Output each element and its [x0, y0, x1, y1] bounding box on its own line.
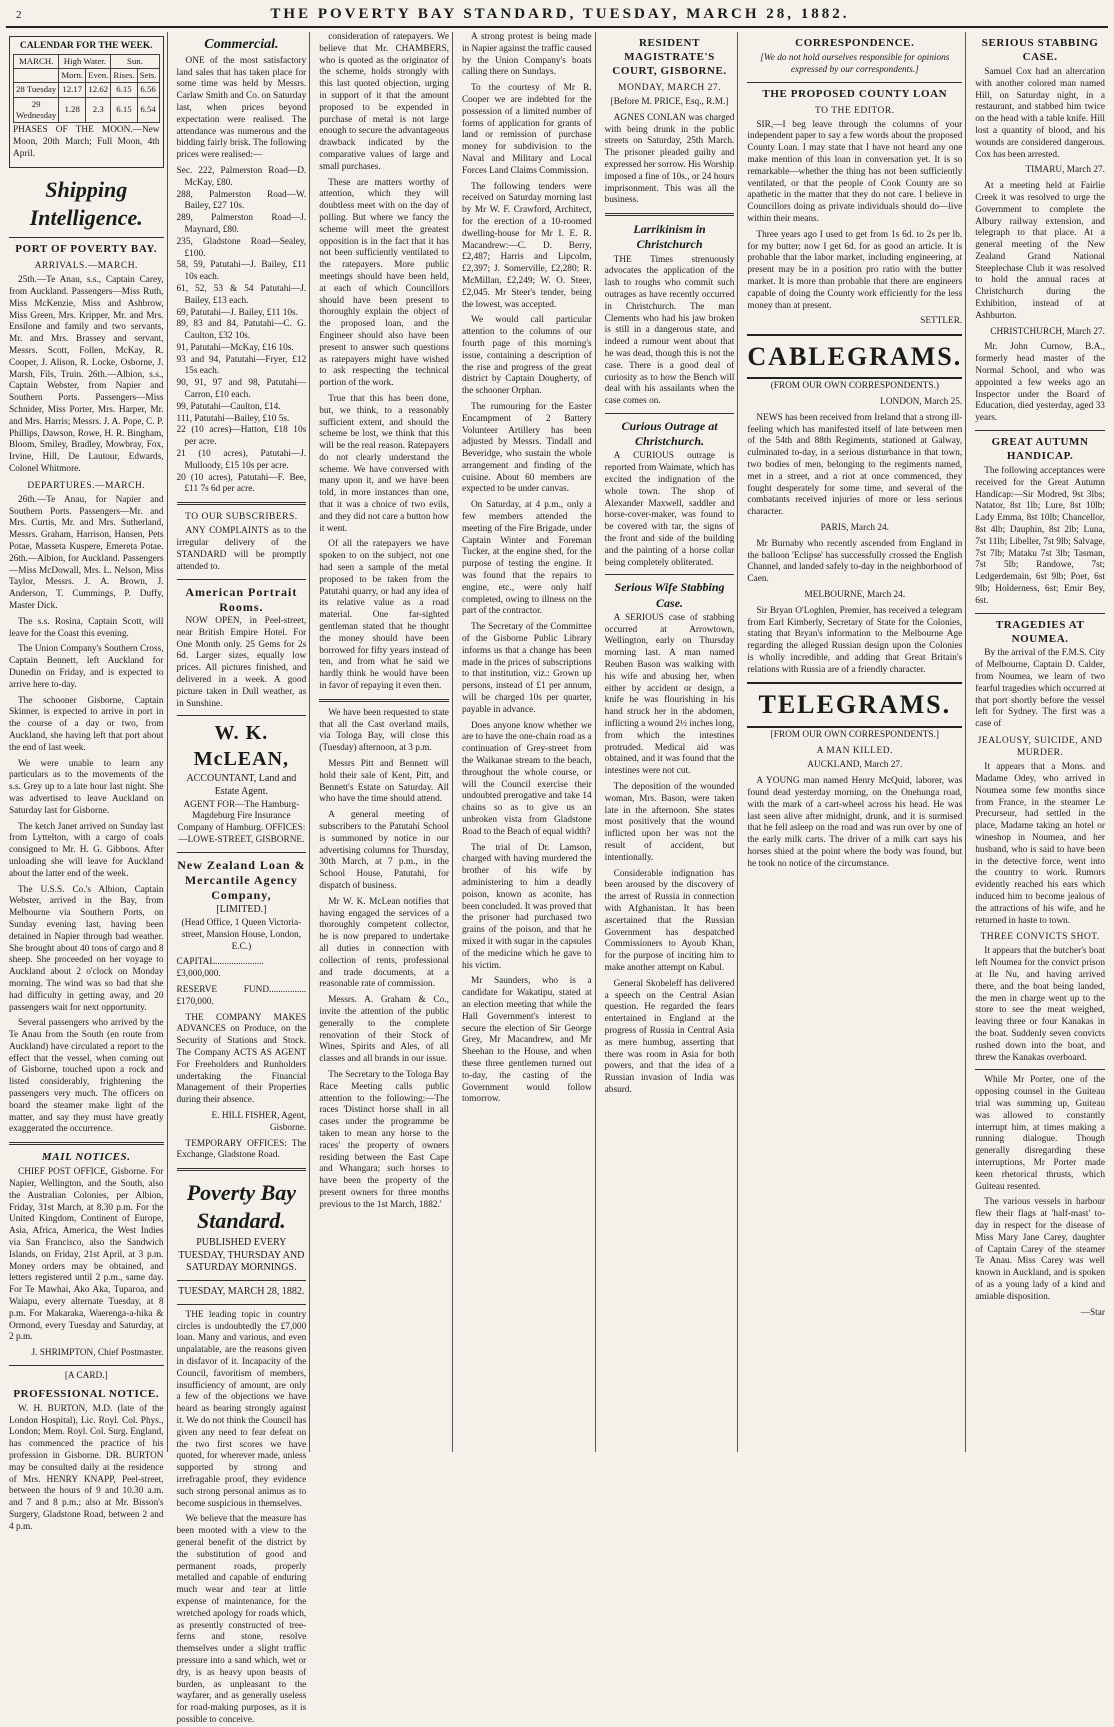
curious-outrage-text: A CURIOUS outrage is reported from Waimate, which has excited the indignation of the whole town. The shop of Alexander Maxwell, saddler and horse-cover-maker, was found to be covered with tar, the signs of the front and side of the building and the painting of a horse collar being completely obliterated.	[604, 451, 735, 568]
cable-text: Mr Burnaby who recently ascended from England in the balloon 'Eclipse' has successfully crossed the English Channel, and landed safely to-day in the neighborhood of Caen.	[747, 538, 963, 585]
convicts-text: It appears that the butcher's boat left Noumea for the convict prison at Ile Nu, and having arrived there, and the boat being landed, the men in charge went up to the store to see the meat weighed, leaving three or four Kanakas in the boat. Suddenly seven convicts rushed down into the boat, and threw the Kanakas overboard.	[975, 946, 1105, 1063]
wife-stabbing-text: The deposition of the wounded woman, Mrs. Bason, were taken late in the afternoon. She states most positively that the wound inflicted upon her was not the result of accident, but intentionally.	[604, 782, 735, 863]
county-loan-letter: SIR,—I beg leave through the columns of your independent paper to say a few words about the proposed County Loan. I may state that I have not heard any one make mention of this loan in conversation yet. It is so remarkable—whether the thing has not been sufficiently ventilated, or that the people of Cook County are so apathetic in the matter that they do not care. I believe in Councillors doing as private individuals should do—live within their means.	[747, 119, 963, 224]
list-item: 289, Palmerston Road—J. Maynard, £80.	[176, 213, 307, 235]
list-item: Sec. 222, Palmerston Road—D. McKay, £80.	[176, 165, 307, 188]
subscribers-title: TO OUR SUBSCRIBERS.	[185, 512, 298, 523]
calendar-title: CALENDAR FOR THE WEEK.	[19, 41, 153, 51]
tide-cell: 6.15	[111, 83, 137, 97]
local-news: We would call particular attention to the columns of our fourth page of this morning's issue, containing a description of the rise and progress of the great district by Captain Dougherty, of the schooner Orphan.	[461, 315, 592, 397]
nz-loan-capital: CAPITAL.....................£3,000,000.	[176, 957, 264, 980]
skobeleff-news: General Skobeleff has delivered a speech on the Central Asian question. He regarded the fears entertained in England at the progress of Russia in Central Asia as mere humbug, asserting that there was room in Asia for both powers, and that the idea of a Russian invasion of India was absurd.	[604, 978, 735, 1095]
telegrams-source: [FROM OUR OWN CORRESPONDENTS.]	[770, 729, 940, 740]
tide-cell: 1.28	[59, 97, 86, 122]
paper-date: TUESDAY, MARCH 28, 1882.	[178, 1286, 305, 1298]
masthead-title: THE POVERTY BAY STANDARD, TUESDAY, MARCH 28, 1882.	[270, 6, 850, 22]
christchurch-dateline: CHRISTCHURCH, March 27.	[990, 326, 1105, 337]
column-1	[6, 32, 168, 1532]
cable-text: NEWS has been received from Ireland that a strong ill-feeling which has manifested itself of late between men of the 54th and 88th Regiments, stationed at Galway, culminated to-day, in a serious disturbance in that town, two bodies of men, belonging to the regiments named, met in a street, and a riot at once commenced, they fought desperately for some time, and several of the combatants received injuries of more or less serious character.	[747, 412, 963, 518]
timaru-dateline: TIMARU, March 27.	[1025, 165, 1105, 176]
tide-cell: 6.54	[137, 97, 159, 122]
man-killed-title: A MAN KILLED.	[816, 746, 894, 757]
mclean-title: W. K. McLEAN,	[193, 722, 290, 770]
professional-text: W. H. BURTON, M.D. (late of the London Hospital), Lic. Royl. Col. Phys., London; Mem. Royl. Col. Surg. England, has commenced the practice of his profession in Gisborne. DR. BURTON may be consulted daily at the residence of Mrs. HENRY KNAPP, Peel-street, between the hours of 9 and 10.30 a.m. and 7 and 8 p.m.; also at Mr. Bisson's Surgery, Gladstone Road, between 2 and 4 p.m.	[9, 1403, 164, 1532]
column-2	[174, 32, 311, 1725]
stabbing-case-text: Samuel Cox had an altercation with another colored man named Hill, on Saturday night, in a restaurant, and stabbed him twice on the head with a table knife. Hill lost a quantity of blood, and his wounds are considered dangerous. Cox has been arrested.	[975, 66, 1105, 160]
stabbing-case-title: SERIOUS STABBING CASE.	[981, 37, 1099, 63]
calendar-box	[9, 36, 164, 168]
card-label: [A CARD.]	[64, 1370, 108, 1381]
fisher-signature: E. HILL FISHER, Agent, Gisborne.	[211, 1111, 307, 1133]
tide-cell: 6.56	[137, 83, 159, 97]
land-sales-list	[177, 166, 307, 496]
tide-cell: 6.15	[111, 97, 137, 122]
nz-loan-limited: [LIMITED.]	[216, 904, 267, 916]
portrait-rooms-title: American Portrait Rooms.	[185, 584, 298, 614]
tide-head-sun: Sun.	[111, 55, 159, 69]
local-news: Mr W. K. McLean notifies that having engaged the services of a thoroughly competent collector, he is now prepared to undertake all duties in connection with collection of rents, professional and trade documents, at a reasonable rate of commission.	[319, 896, 449, 990]
local-news: To the courtesy of Mr R. Cooper we are indebted for the possession of a limited number of forms of application for grants of land or remission of purchase money for subdivision to the Naval and Military and Local Forces Land Claims Commission.	[461, 83, 592, 176]
curious-outrage-title: Curious Outrage at Christchurch.	[621, 418, 718, 449]
postmaster-signature: J. SHRIMPTON, Chief Postmaster.	[31, 1348, 164, 1359]
christchurch-text: Mr. John Curnow, B.A., formerly head master of the Normal School, and who was appointed a few weeks ago an Inspector under the Board of Education, died yesterday, aged 33 years.	[975, 342, 1105, 424]
local-news: We have been requested to state that all the Cast overland mails, via Tologa Bay, will close this (Tuesday) afternoon, at 3 p.m.	[319, 707, 449, 754]
cablegrams-source: (FROM OUR OWN CORRESPONDENTS.)	[770, 381, 940, 392]
leader-continued: Of all the ratepayers we have spoken to on the subject, not one had seen a sample of the metal proposed to be taken from the Patutahi quarry, or had any idea of its relative value as a road material. One far-sighted gentleman stated that he thought the money should have been borrowed for fifty years instead of ten, and from what he said we hardly think he would have been in favor of repaying it even then.	[319, 539, 449, 692]
mclean-agent: AGENT FOR—The Hamburg-Magdeburg Fire Insurance Company of Hamburg. OFFICES:—LOWE-STREET, GISBORNE.	[177, 799, 306, 845]
local-news: The rumouring for the Easter Encampment of 2 Battery Volunteer Artillery has been adjusted by Messrs. Tindall and Beveridge, who sustain the whole arrangement and finding of the cuisine. About 60 members are expected to be under canvas.	[461, 401, 592, 495]
list-item: 90, 91, 97 and 98, Patutahi—Carron, £10 each.	[176, 378, 307, 401]
list-item: 20 (10 acres), Patutahi—F. Bee, £11 7s 6d per acre.	[176, 472, 307, 495]
noumea-text: By the arrival of the F.M.S. City of Melbourne, Captain D. Calder, from Noumea, we learn of two fearful tragedies which occurred at that port shortly before the vessel left for Sydney. The first was a case of	[975, 648, 1105, 730]
arrivals-text: 25th.—Te Anau, s.s., Captain Carey, from Auckland. Passengers—Miss Ruth, Miss McKenzie, Miss and Ashbrow, Miss Green, Mrs. Kripper, Mr. and Mrs. Ensilone and family and two servants, Mr. and Mrs. Brassey and servant, Messrs. Scott, Follen, McKay, R. Cooper, J. Alison, R. Locke, Osborne, J. Marsh, Fils, Truin. 26th.—Albion, s.s., Captain Webster, from Napier and Southern Ports. Passengers—Miss Schnider, Miss Porter, Mrs. Harper, Mr. and Mrs. Harris; Messrs. J. A. Pope, C. P. Phillips, Dawson, Rowe, H. R. Bingham, Bloom, Smiley, Bradley, Mowbray, Fox, Irvine, Hill, De Lautour, Edwards, Colonel Whitmore.	[9, 275, 164, 474]
correspondence-note: [We do not hold ourselves responsible for opinions expressed by our correspondents.]	[760, 52, 950, 75]
leader-continued: consideration of ratepayers. We believe that Mr. CHAMBERS, who is quoted as the originator of the scheme, holds strongly with this last quoted objection, urging in support of it that the amount proposed to be expended in purchase of metal is not large enough to secure the advantageous drawback indicated by the comparative values of large and small purchases.	[319, 32, 449, 172]
to-the-editor: TO THE EDITOR.	[815, 105, 895, 116]
local-news: A strong protest is being made in Napier against the traffic caused by the Union Company's boats calling there on Sundays.	[461, 32, 592, 78]
local-news: Mr Saunders, who is a candidate for Wakatipu, stated at an election meeting that while the Hall Government's interest to secure the election of Sir George Grey, Mr Macandrew, and Mr Sheehan to the House, and when these three gentlemen turned out to-day, the casting of the Government would follow tomorrow.	[461, 976, 592, 1105]
columns	[6, 32, 1108, 1725]
tide-sub: Rises.	[111, 69, 137, 83]
man-killed-dateline: AUCKLAND, March 27.	[807, 760, 903, 771]
commercial-title: Commercial.	[204, 37, 279, 52]
list-item: 22 (10 acres)—Hatton, £18 10s per acre.	[176, 425, 307, 448]
arrivals-title: ARRIVALS.—MARCH.	[34, 261, 138, 272]
wife-stabbing-title: Serious Wife Stabbing Case.	[614, 580, 725, 610]
moon-phases: PHASES OF THE MOON.—New Moon, 20th March; Full Moon, 4th April.	[13, 124, 160, 159]
list-item: 91, Patutahi—McKay, £16 10s.	[176, 342, 294, 353]
local-news: The Secretary to the Tologa Bay Race Meeting calls public attention to the following:—The races 'Distinct horse shall in all cases under the programme be taken to mean any horse to the races' the property of owners residing between the East Cape and Whangara; such horses to have been the property of the present owners for three months previous to the 1st March, 1882.'	[319, 1069, 449, 1210]
tide-head-high: High Water.	[59, 55, 111, 69]
nz-loan-text: THE COMPANY MAKES ADVANCES on Produce, on the Security of Stations and Stock. The Company ACTS AS AGENT For Freeholders and Runholders undertaking the Financial Management of their Properties during their absence.	[176, 1012, 307, 1106]
list-item: 89, 83 and 84, Patutahi—C. G. Caulton, £32 10s.	[176, 319, 307, 342]
column-7	[972, 32, 1108, 1452]
mclean-subtitle: ACCOUNTANT, Land and Estate Agent.	[186, 773, 297, 797]
list-item: 61, 52, 53 & 54 Patutahi—J. Bailey, £13 each.	[176, 283, 307, 306]
port-title: PORT OF POVERTY BAY.	[15, 243, 158, 256]
column-6	[744, 32, 966, 1452]
rm-court-date: MONDAY, MARCH 27.	[618, 82, 722, 93]
county-loan-letter: Three years ago I used to get from 1s 6d. to 2s per lb. for my butter; now I get 6d. for as good an article. It is probable that the labor market, including engineering, at present may be in a position pro ratio with the butter market. It is more than probable that there are engineers capable of doing the County work efficiently for the less money than at present.	[747, 229, 963, 311]
departures-title: DEPARTURES.—MARCH.	[27, 480, 146, 491]
cable-dateline: LONDON, March 25.	[880, 396, 963, 407]
rm-court-before: [Before M. PRICE, Esq., R.M.]	[610, 96, 729, 107]
column-5	[602, 32, 739, 1452]
temporary-offices: TEMPORARY OFFICES: The Exchange, Gladstone Road.	[176, 1138, 307, 1161]
list-item: 235, Gladstone Road—Sealey, £100.	[176, 236, 307, 259]
leader-text: We believe that the measure has been mooted with a view to the general benefit of the district by the substitution of good and permanent roads, properly metalled and capable of enduring much wear and tear at little expense of maintenance, for the wretched apology for roads which, as presently constructed of tree-ferns and stone, resolve themselves under a slight traffic pressure into a sand which, wet or dry, is as heavy upon beasts of burden, as unpleasant to the wayfarer, and as generally useless for road-making purposes, as it is possible to conceive.	[176, 1514, 307, 1725]
convicts-title: THREE CONVICTS SHOT.	[980, 932, 1100, 943]
subscribers-text: ANY COMPLAINTS as to the irregular delivery of the STANDARD will be promptly attended to.	[176, 526, 307, 572]
jealousy-text: It appears that a Mons. and Madame Odey, who arrived in Noumea some few months since from France, in the steamer Le Precurseur, had settled in the place, Madame taking an hotel or wineshop in Noumea, and her husband, who is said to have been in the detective force, went into the country to work. Rumors evidently reached his ears which induced him to become jealous of the attractions of his wife, and he returned in haste to town.	[975, 762, 1105, 926]
professional-title: PROFESSIONAL NOTICE.	[13, 1387, 160, 1400]
departures-text: 26th.—Te Anau, for Napier and Southern Ports. Passengers—Mr. and Mrs. Curtis, Mr. and Mrs. Sutherland, Messrs. Graham, Harrison, Hansen, Pets Potae, Masseta Kuspere, Emereta Potae. 26th.—Albion, for Auckland. Passengers—Miss McDowall, Mrs. L. Nelson, Miss Taylor, Messrs. J. A. Brown, J. Anderson, T. Cummings, P. Duffy, Master Dick.	[9, 494, 164, 611]
county-loan-title: THE PROPOSED COUNTY LOAN	[762, 87, 948, 100]
page-number: 2	[16, 9, 22, 21]
column-3	[316, 32, 453, 1452]
shipping-news: The s.s. Rosina, Captain Scott, will leave for the Coast this evening.	[9, 616, 164, 639]
commercial-intro: ONE of the most satisfactory land sales that has taken place for some time was held by Messrs. Carlaw Smith and Co. on Saturday last, when prices beyond expectation were realised. The attendance was numerous and the bidding fairly brisk. The following prices were realised:—	[176, 55, 307, 161]
tide-cell: 28 Tuesday	[14, 83, 59, 97]
nz-loan-title: New Zealand Loan & Mercantile Agency Company,	[177, 857, 306, 903]
shipping-news: The schooner Gisborne, Captain Skinner, is expected to arrive in port in the course of a day or two, from Auckland, she having left that port about the end of last week.	[9, 695, 164, 753]
list-item: 99, Patutahi—Caulton, £14.	[176, 401, 281, 412]
list-item: 69, Patutahi—J. Bailey, £11 10s.	[176, 307, 298, 318]
local-news: Messrs. A. Graham & Co., invite the attention of the public generally to the complete renovation of their Stock of Wines, Spirits and Ales, of all classes and all brands in our issue.	[319, 995, 449, 1065]
shipping-news: Several passengers who arrived by the Te Anau from the South (en route from Auckland) have circulated a report to the effect that the vessel, when coming out of Gisborne, touched upon a rock and listed considerably, frightening the passengers very much. The officers on board the steamer make light of the matter, and say they must have greatly exaggerated the occurrence.	[9, 1018, 164, 1135]
jealousy-title: JEALOUSY, SUICIDE, AND MURDER.	[977, 736, 1103, 759]
paper-publication: PUBLISHED EVERY TUESDAY, THURSDAY AND SATURDAY MORNINGS.	[178, 1237, 305, 1274]
source-credit: —Star	[1080, 1307, 1105, 1318]
cable-dateline: PARIS, March 24.	[820, 522, 889, 533]
tide-cell: 12.17	[59, 83, 86, 97]
wife-stabbing-text: A SERIOUS case of stabbing occurred at Arrowtown, Wellington, early on Thursday morning last. A man named Reuben Bason was walking with his wife and abusing her, when either by accident or design, a knife he was flourishing in his hand struck her in the abdomen, inflicting a wound 2½ inches long, from which the intestines protruded. Medical aid was obtained, and it was found that the intestines were not cut.	[604, 612, 735, 777]
larrikinism-text: THE Times strenuously advocates the application of the lash to roughs who commit such outrages as have recently occurred in Christchurch. The man Clements who had his jaw broken is still in a dangerous state, and indeed a rumour went about that he was dead, though this is not the case. There is a good deal of curiosity as to how the Bench will deal with his assailants when the case comes on.	[604, 254, 735, 407]
masthead	[6, 4, 1108, 28]
local-news: The trial of Dr. Lamson, charged with having murdered the brother of his wife by administering to him a deadly poison, known as aconite, has been concluded. It was proved that the prisoner had purchased two grains of the poison, and that he mixed it with sugar in the capsules of the medicine which he gave to his victim.	[461, 842, 592, 971]
tide-sub	[14, 69, 59, 83]
guiteau-news: While Mr Porter, one of the opposing counsel in the Guiteau trial was summing up, Guiteau was allowed to constantly interrupt him, at times making a running dialogue. Though generally disregarding these interruptions, Mr Porter made keen rhetorical thrusts, which Guiteau resented.	[975, 1075, 1105, 1192]
tide-sub: Morn.	[59, 69, 86, 83]
tide-cell: 12.62	[86, 83, 111, 97]
leader-continued: True that this has been done, but, we think, to a reasonably sufficient extent, and should the scheme be lost, we think that this will be the real reason. Ratepayers do not clearly understand the scheme. We have conversed with many upon it, and we have been told, in more instances than one, that it was a choice of two evils, and they did not care a button how it went.	[319, 393, 449, 534]
local-news: Messrs Pitt and Bennett will hold their sale of Kent, Pitt, and Bennett's Estate on Saturday. All who have the time should attend.	[319, 759, 449, 805]
column-4	[459, 32, 596, 1452]
tide-cell: 29 Wednesday	[14, 97, 59, 122]
shipping-news: The U.S.S. Co.'s Albion, Captain Webster, arrived in the Bay, from Melbourne via Southern Ports, on Sunday evening last, having been detained in Napier through bad weather. She brought about 40 tons of cargo and 8 sheep. She proceeded on her voyage to Auckland about 2 o'clock on Monday morning. The wind was so bad that she had difficulty in getting away, and 20 passengers wait for next opportunity.	[9, 884, 164, 1013]
list-item: 93 and 94, Patutahi—Fryer, £12 15s each.	[176, 354, 307, 377]
cable-text: Sir Bryan O'Loghlen, Premier, has received a telegram from Earl Kimberly, Secretary of State for the Colonies, stating that Bryan's information to the Melbourne Age regarding the alleged Russian design upon the Colonies is wholly incredible, and adding that Great Britain's relations with Russia are of a friendly character.	[747, 605, 963, 675]
tide-sub: Sets.	[137, 69, 159, 83]
nz-loan-reserve: RESERVE FUND................£170,000.	[176, 985, 307, 1007]
man-killed-text: A YOUNG man named Henry McQuid, laborer, was found dead yesterday morning, on the Onehunga road, with the mark of a cart-wheel across his head. He was last seen alive after midnight, drunk, and it is surmised that he fell asleep on the road and was run over by one of the early milk carts. The driver of a milk cart says his horses shied at the point where the body was found, but he took no notice of the circumstance.	[747, 776, 963, 869]
cable-dateline: MELBOURNE, March 24.	[804, 589, 906, 600]
mail-notices-title: MAIL NOTICES.	[41, 1151, 131, 1164]
noumea-title: TRAGEDIES AT NOUMEA.	[995, 618, 1085, 645]
larrikinism-title: Larrikinism in Christchurch	[633, 222, 706, 252]
shipping-news: We were unable to learn any particulars as to the movements of the s.s. Grey up to a late hour last night. She was advertised to leave Auckland on Saturday last for Gisborne.	[9, 758, 164, 816]
local-news: A general meeting of subscribers to the Patutahi School is summoned by notice in our advertising columns for Thursday, 30th March, at 7 p.m., in the School House, Patutahi, for dispatch of business.	[319, 810, 449, 891]
tide-head-month: MARCH.	[14, 55, 59, 69]
cablegrams-title: CABLEGRAMS.	[747, 334, 962, 379]
leader-continued: These are matters worthy of attention, which they will doubtless meet with on the day of polling. But where we fancy the scheme will meet the greatest opposition is in the fact that it has not been sufficiently ventilated to the ratepayers. More public meetings should have been held, at each of which Councillors should have been present to thoroughly explain the object of the proposed loan, and the Engineer should also have been present to answer such questions as ratepayers might have wished to ask respecting the technical portion of the work.	[319, 177, 449, 389]
rm-court-title: RESIDENT MAGISTRATE'S COURT, GISBORNE.	[612, 37, 727, 77]
leader-text: THE leading topic in country circles is undoubtedly the £7,000 loan. Many and various, and even unpalatable, are the reasons given in disfavor of it. Incapacity of the Council, favoritism of members, insufficiency of amount, are only a few of the objections we have heard as bearing strongly against it. We do not think the Council has given any need to fear defeat on the two first scores we have quoted, for wherever made, unless supported by strong and irrefragable proof, they evidence such strong personal animus as to become suspicious in themselves.	[176, 1309, 307, 1509]
local-news: The Secretary of the Committee of the Gisborne Public Library informs us that a change has been made in the prices of subscriptions to that institution, viz.: Grown up persons, instead of £1 per annum, will be charged 10s per quarter, payable in advance.	[461, 622, 592, 715]
tide-cell: 2.3	[86, 97, 111, 122]
vessels-news: The various vessels in harbour flew their flags at 'half-mast' to-day in respect for the disease of Miss Mary Jane Carey, daughter of Captain Carey of the steamer Te Anau. Miss Carey was well known in Auckland, and is spoken of as a young lady of a kind and amiable disposition.	[975, 1197, 1105, 1302]
mail-notices-text: CHIEF POST OFFICE, Gisborne. For Napier, Wellington, and the South, also the Australian Colonies, per Albion, Friday, 31st March, at 8.30 p.m. For the United Kingdom, Continent of Europe, Asia, Africa, America, the West Indies via San Francisco, also the Sandwich Islands, on Friday, 21st April, at 3 p.m. Money orders may be obtained, and letters registered until 2 p.m., same day. For Te Mawhai, Ako Aka, Tuparoa, and Waiapu, every alternate Tuesday, at 8 p.m. For Makaraka, Waerenga-a-hika & Ormond, every Tuesday and Saturday, at 2 p.m.	[9, 1167, 164, 1343]
correspondence-title: CORRESPONDENCE.	[795, 37, 915, 49]
telegrams-title: TELEGRAMS.	[747, 682, 962, 727]
list-item: 288, Palmerston Road—W. Bailey, £27 10s.	[176, 189, 307, 212]
list-item: 21 (10 acres), Patutahi—J. Mulloody, £15 10s per acre.	[176, 449, 307, 471]
nz-loan-office: (Head Office, 1 Queen Victoria-street, Mansion House, London, E.C.)	[181, 918, 302, 952]
list-item: 58, 59, Patutahi—J. Bailey, £11 10s each.	[176, 260, 307, 283]
local-news: On Saturday, at 4 p.m., only a few members attended the meeting of the Fire Brigade, under Captain Winter and Foreman Tucker, at the engine shed, for the purpose of testing the engine. It was found that the repairs to engine, etc., were only half completed, owing to illness on the part of the contractor.	[461, 500, 592, 617]
local-news: The following tenders were received on Saturday morning last by Mr W. F. Crawford, Architect, for the erection of a 10-roomed dwelling-house for Mr I. E. R. Macandrew:—C. D. Berry, £2,487; Harris and Lipcolm, £2,397; J. Somerville, £2,280; R. McMillan, £2,249; W. O. Steer, £2,045. Mr Steer's tender, being the lowest, was accepted.	[461, 181, 592, 310]
tide-sub: Even.	[86, 69, 111, 83]
local-news: Does anyone know whether we are to have the one-chain road as a continuation of Grey-street from the Waikanae stream to the beach, throughout the whole course, or will the Council exercise their undoubted prerogative and take 14 chains so as to give us an unbroken vista from Gladstone Road to the Beach of equal width?	[461, 720, 592, 837]
list-item: 111, Patutahi—Bailey, £10 5s.	[176, 413, 290, 424]
handicap-text: The following acceptances were received for the Great Autumn Handicap:—Sir Modred, 9st 3lbs; Natator, 8st 1lb; Lure, 8st 10lb; Lady Emma, 8st 10lb; Chancellor, 8st 4lb; Dauphin, 8st 2lb; Luna, 7st 11lb; Libeller, 7st 9lb; Salvage, 7st 7lb; Mataku 7st 3lb; Tasman, 7st 5lb; Randowe, 7st; Ledgerdemain, 6st 9lb; Poet, 6st 9lb; Holderness, 6st; Emir Bey, 6st.	[975, 465, 1105, 606]
shipping-news: The ketch Janet arrived on Sunday last from Lyttelton, with a cargo of coals consigned to Mr. H. G. Gibbons. After unloading she will leave for Auckland about the latter end of the week.	[9, 821, 164, 879]
handicap-title: GREAT AUTUMN HANDICAP.	[991, 436, 1089, 463]
shipping-news: The Union Company's Southern Cross, Captain Bennett, left Auckland for Dunedin on Friday, and is expected to arrive here to-day.	[9, 644, 164, 690]
shipping-title: Shipping Intelligence.	[29, 177, 143, 231]
letter-signature: SETTLER.	[920, 316, 963, 327]
tide-table	[13, 54, 160, 123]
paper-title: Poverty Bay Standard.	[186, 1180, 297, 1234]
timaru-text: At a meeting held at Fairlie Creek it was resolved to urge the Government to complete the Albury railway extension, and telegraph to that place. At a general meeting of the New Zealand Grand National Steeplechase Club it was resolved to hold the annual races at Christchurch during the Exhibition, instead of at Ashburton.	[975, 181, 1105, 321]
afghan-news: Considerable indignation has been aroused by the discovery of the arrest of Russia in connection with Afghanistan. It has been ascertained that the Russian Government has despatched Commissioners to Ayoub Khan, for the purpose of inciting him to make another attempt on Kabul.	[604, 868, 735, 973]
portrait-rooms-text: NOW OPEN, in Peel-street, near British Empire Hotel. For One Month only. 25 Gems for 2s 6d. Larger sizes, equally low prices. All pictures finished, and delivered in a week. A good picture taken in Dull weather, as in Sunshine.	[176, 615, 307, 709]
rm-court-text: AGNES CONLAN was charged with being drunk in the public streets on Saturday, 25th March. The prisoner pleaded guilty and expressed her sorrow. His Worship imposed a fine of 10s., or 24 hours imprisonment. This was all the business.	[604, 112, 735, 206]
